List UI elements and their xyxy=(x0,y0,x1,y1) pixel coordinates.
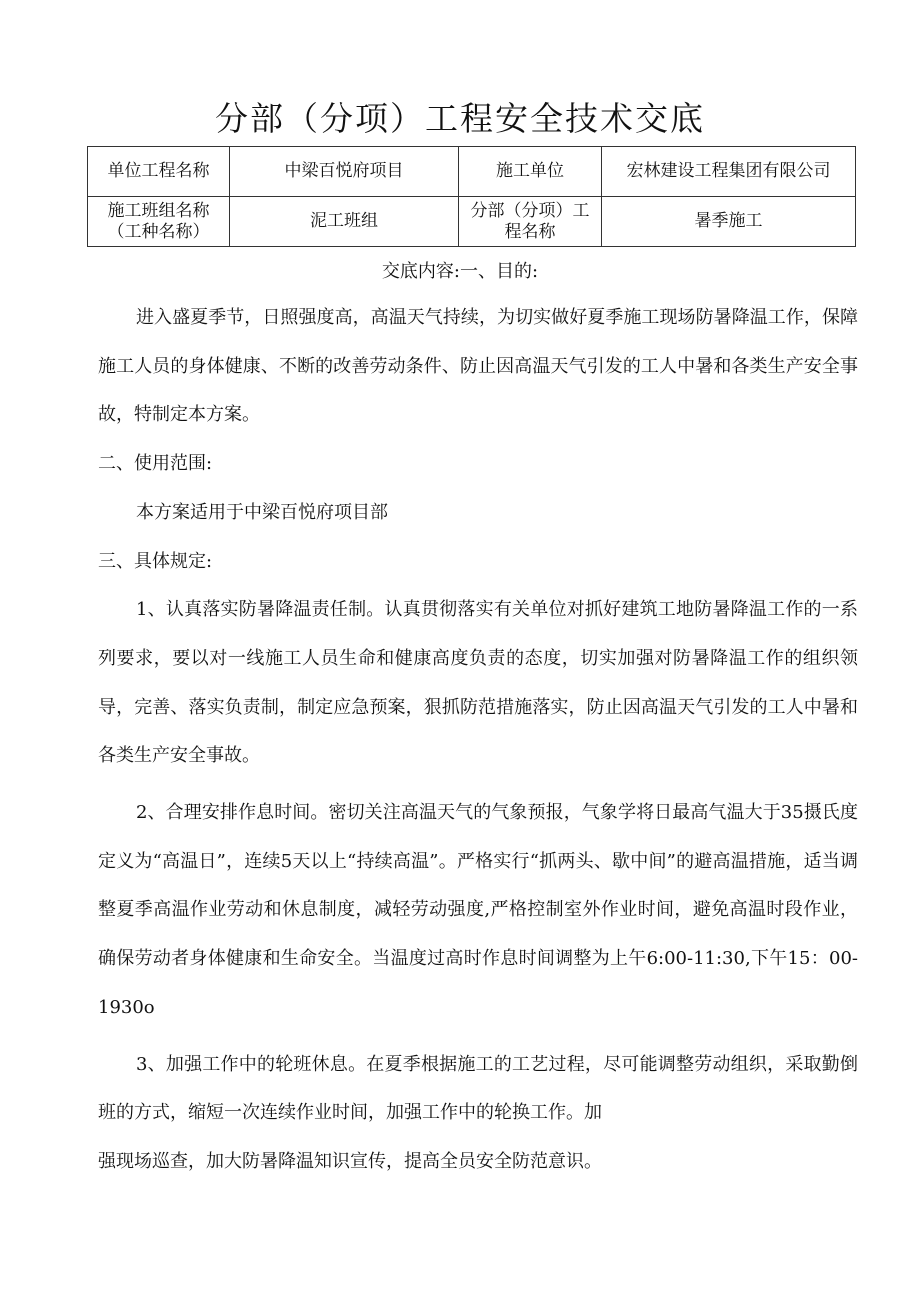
construction-unit-label: 施工单位 xyxy=(459,147,602,197)
section-heading-rules: 三、具体规定: xyxy=(98,550,213,572)
subproject-label: 分部（分项）工程名称 xyxy=(459,197,602,247)
table-row xyxy=(88,147,856,197)
paragraph-rule-3: 3、加强工作中的轮班休息。在夏季根据施工的工艺过程，尽可能调整劳动组织，采取勤倒班的方式，缩短一次连续作业时间，加强工作中的轮换工作。加 xyxy=(98,1053,858,1124)
paragraph-rule-3-continued: 强现场巡查，加大防暑降温知识宣传，提高全员安全防范意识。 xyxy=(98,1150,602,1172)
unit-project-label: 单位工程名称 xyxy=(88,147,230,197)
construction-unit-value: 宏林建设工程集团有限公司 xyxy=(602,147,856,197)
unit-project-value: 中梁百悦府项目 xyxy=(230,147,459,197)
paragraph-rule-2: 2、合理安排作息时间。密切关注高温天气的气象预报，气象学将日最高气温大于35摄氏度定义为“高温日”，连续5天以上“持续高温”。严格实行“抓两头、歇中间”的避高温措施，适当调整夏季高温作业劳动和休息制度，减轻劳动强度,严格控制室外作业时间，避免高温时段作业，确保劳动者身体健康和生命安全。当温度过高时作息时间调整为上午6:00-11:30,下午15：00-1930o xyxy=(98,802,858,1018)
section-heading-scope: 二、使用范围: xyxy=(98,453,213,475)
table-row xyxy=(88,197,856,247)
team-name-label: 施工班组名称（工种名称） xyxy=(88,197,230,247)
document-title: 分部（分项）工程安全技术交底 xyxy=(215,99,705,138)
info-table xyxy=(87,146,856,247)
subproject-value: 暑季施工 xyxy=(602,197,856,247)
paragraph-purpose: 进入盛夏季节，日照强度高，高温天气持续，为切实做好夏季施工现场防暑降温工作，保障施工人员的身体健康、不断的改善劳动条件、防止因高温天气引发的工人中暑和各类生产安全事故，特制定本方案。 xyxy=(98,307,858,426)
paragraph-rule-1: 1、认真落实防暑降温责任制。认真贯彻落实有关单位对抓好建筑工地防暑降温工作的一系列要求，要以对一线施工人员生命和健康高度负责的态度，切实加强对防暑降温工作的组织领导，完善、落实负责制，制定应急预案，狠抓防范措施落实，防止因高温天气引发的工人中暑和各类生产安全事故。 xyxy=(98,599,858,767)
paragraph-scope: 本方案适用于中梁百悦府项目部 xyxy=(136,501,388,523)
content-heading: 交底内容:一、目的: xyxy=(381,261,539,282)
team-name-value: 泥工班组 xyxy=(230,197,459,247)
content-body xyxy=(98,294,858,1187)
